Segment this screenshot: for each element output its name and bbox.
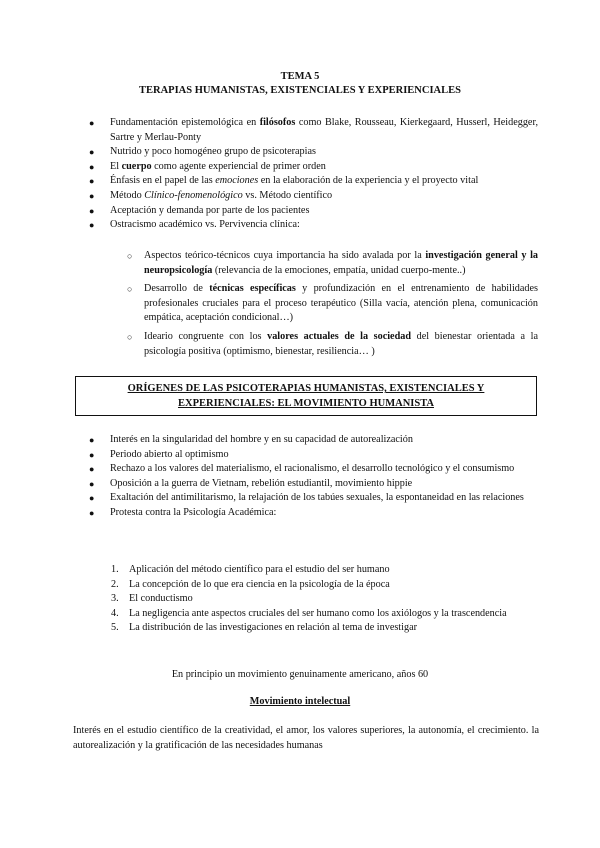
list-item: ● Fundamentación epistemológica en filósofos como Blake, Rousseau, Kierkegaard, Husserl, Heidegger, Sartre y Merlau-Ponty bbox=[89, 117, 538, 143]
bullet-icon: ● bbox=[89, 449, 95, 460]
section-heading-line: EXPERIENCIALES: EL MOVIMIENTO HUMANISTA bbox=[177, 397, 435, 409]
bullet-icon: ● bbox=[89, 176, 95, 187]
bullet-icon: ● bbox=[89, 478, 95, 489]
bullet-icon: ● bbox=[89, 435, 95, 445]
bullet-icon: ● bbox=[89, 464, 95, 475]
list-item: ○ Aspectos teórico-técnicos cuya importancia ha sido avalada por la investigación general y la neuropsicología (relevancia de la emociones, empatía, unidad cuerpo-mente..) bbox=[127, 250, 538, 276]
bullet-icon: ● bbox=[89, 220, 95, 231]
bullet-icon: ● bbox=[89, 205, 95, 216]
list-item: ○ Desarrollo de técnicas específicas y profundización en el entrenamiento de habilidades profesionales cruciales para el proceso terapéutico (Silla vacía, atención plena, comunicación empática, aceptación condicional…) bbox=[127, 283, 538, 324]
section-heading-line: ORÍGENES DE LAS PSICOTERAPIAS HUMANISTAS, EXISTENCIALES Y bbox=[127, 383, 485, 394]
list-item: 2. La concepción de lo que era ciencia en la psicología de la época bbox=[111, 578, 390, 590]
page-title: TERAPIAS HUMANISTAS, EXISTENCIALES Y EXPERIENCIALES bbox=[139, 85, 461, 96]
list-item: ● Nutrido y poco homogéneo grupo de psicoterapias bbox=[110, 145, 538, 160]
bullet-icon: ● bbox=[89, 493, 95, 504]
origins-bullet-list bbox=[89, 433, 538, 521]
list-item: ● Rechazo a los valores del materialismo, el racionalismo, el desarrollo tecnológico y el consumismo bbox=[110, 462, 538, 477]
list-item: ● Interés en la singularidad del hombre y en su capacidad de autorealización bbox=[110, 433, 538, 448]
bullet-icon: ● bbox=[89, 161, 95, 172]
circle-bullet-icon: ○ bbox=[127, 251, 133, 261]
era-note: En principio un movimiento genuinamente americano, años 60 bbox=[171, 669, 429, 680]
list-item: ● Énfasis en el papel de las emociones en la elaboración de la experiencia y el proyecto vital bbox=[110, 174, 538, 189]
bullet-icon: ● bbox=[89, 507, 95, 518]
list-item: 1. Aplicación del método científico para el estudio del ser humano bbox=[111, 564, 390, 575]
topic-number: TEMA 5 bbox=[280, 71, 320, 82]
list-item: ● Exaltación del antimilitarismo, la relajación de los tabúes sexuales, la espontaneidad en las relaciones bbox=[110, 491, 538, 506]
list-item: ● Oposición a la guerra de Vietnam, rebelión estudiantil, movimiento hippie bbox=[110, 477, 538, 492]
list-item: ● Protesta contra la Psicología Académica: bbox=[110, 506, 538, 521]
list-item: ● Periodo abierto al optimismo bbox=[110, 448, 538, 463]
list-item: ● Método Clínico-fenomenológico vs. Método científico bbox=[110, 189, 538, 204]
list-item: 5. La distribución de las investigaciones en relación al tema de investigar bbox=[111, 622, 417, 634]
clinical-sub-list bbox=[127, 249, 538, 359]
list-item: ● Aceptación y demanda por parte de los pacientes bbox=[110, 204, 538, 219]
bullet-icon: ● bbox=[89, 190, 95, 201]
circle-bullet-icon: ○ bbox=[127, 284, 133, 295]
list-item: 4. La negligencia ante aspectos cruciales del ser humano como los axiólogos y la trascendencia bbox=[111, 607, 507, 619]
section-heading-box bbox=[75, 376, 537, 416]
list-item: ○ Ideario congruente con los valores actuales de la sociedad del bienestar orientada a la psicología positiva (optimismo, bienestar, resiliencia… ) bbox=[127, 330, 538, 357]
protest-numbered-list bbox=[111, 563, 538, 636]
circle-bullet-icon: ○ bbox=[127, 331, 133, 342]
intro-bullet-list bbox=[89, 116, 538, 233]
subheading: Movimiento intelectual bbox=[249, 696, 351, 707]
list-item: 3. El conductismo bbox=[111, 593, 193, 605]
body-paragraph: Interés en el estudio científico de la creatividad, el amor, los valores superiores, la autonomía, el crecimiento. la autorealización y la gratificación de las necesidades humanas bbox=[73, 725, 539, 751]
list-item: ● Ostracismo académico vs. Pervivencia clínica: bbox=[110, 218, 538, 233]
list-item: ● El cuerpo como agente experiencial de primer orden bbox=[110, 160, 538, 175]
bullet-icon: ● bbox=[89, 147, 95, 158]
bullet-icon: ● bbox=[89, 118, 95, 128]
